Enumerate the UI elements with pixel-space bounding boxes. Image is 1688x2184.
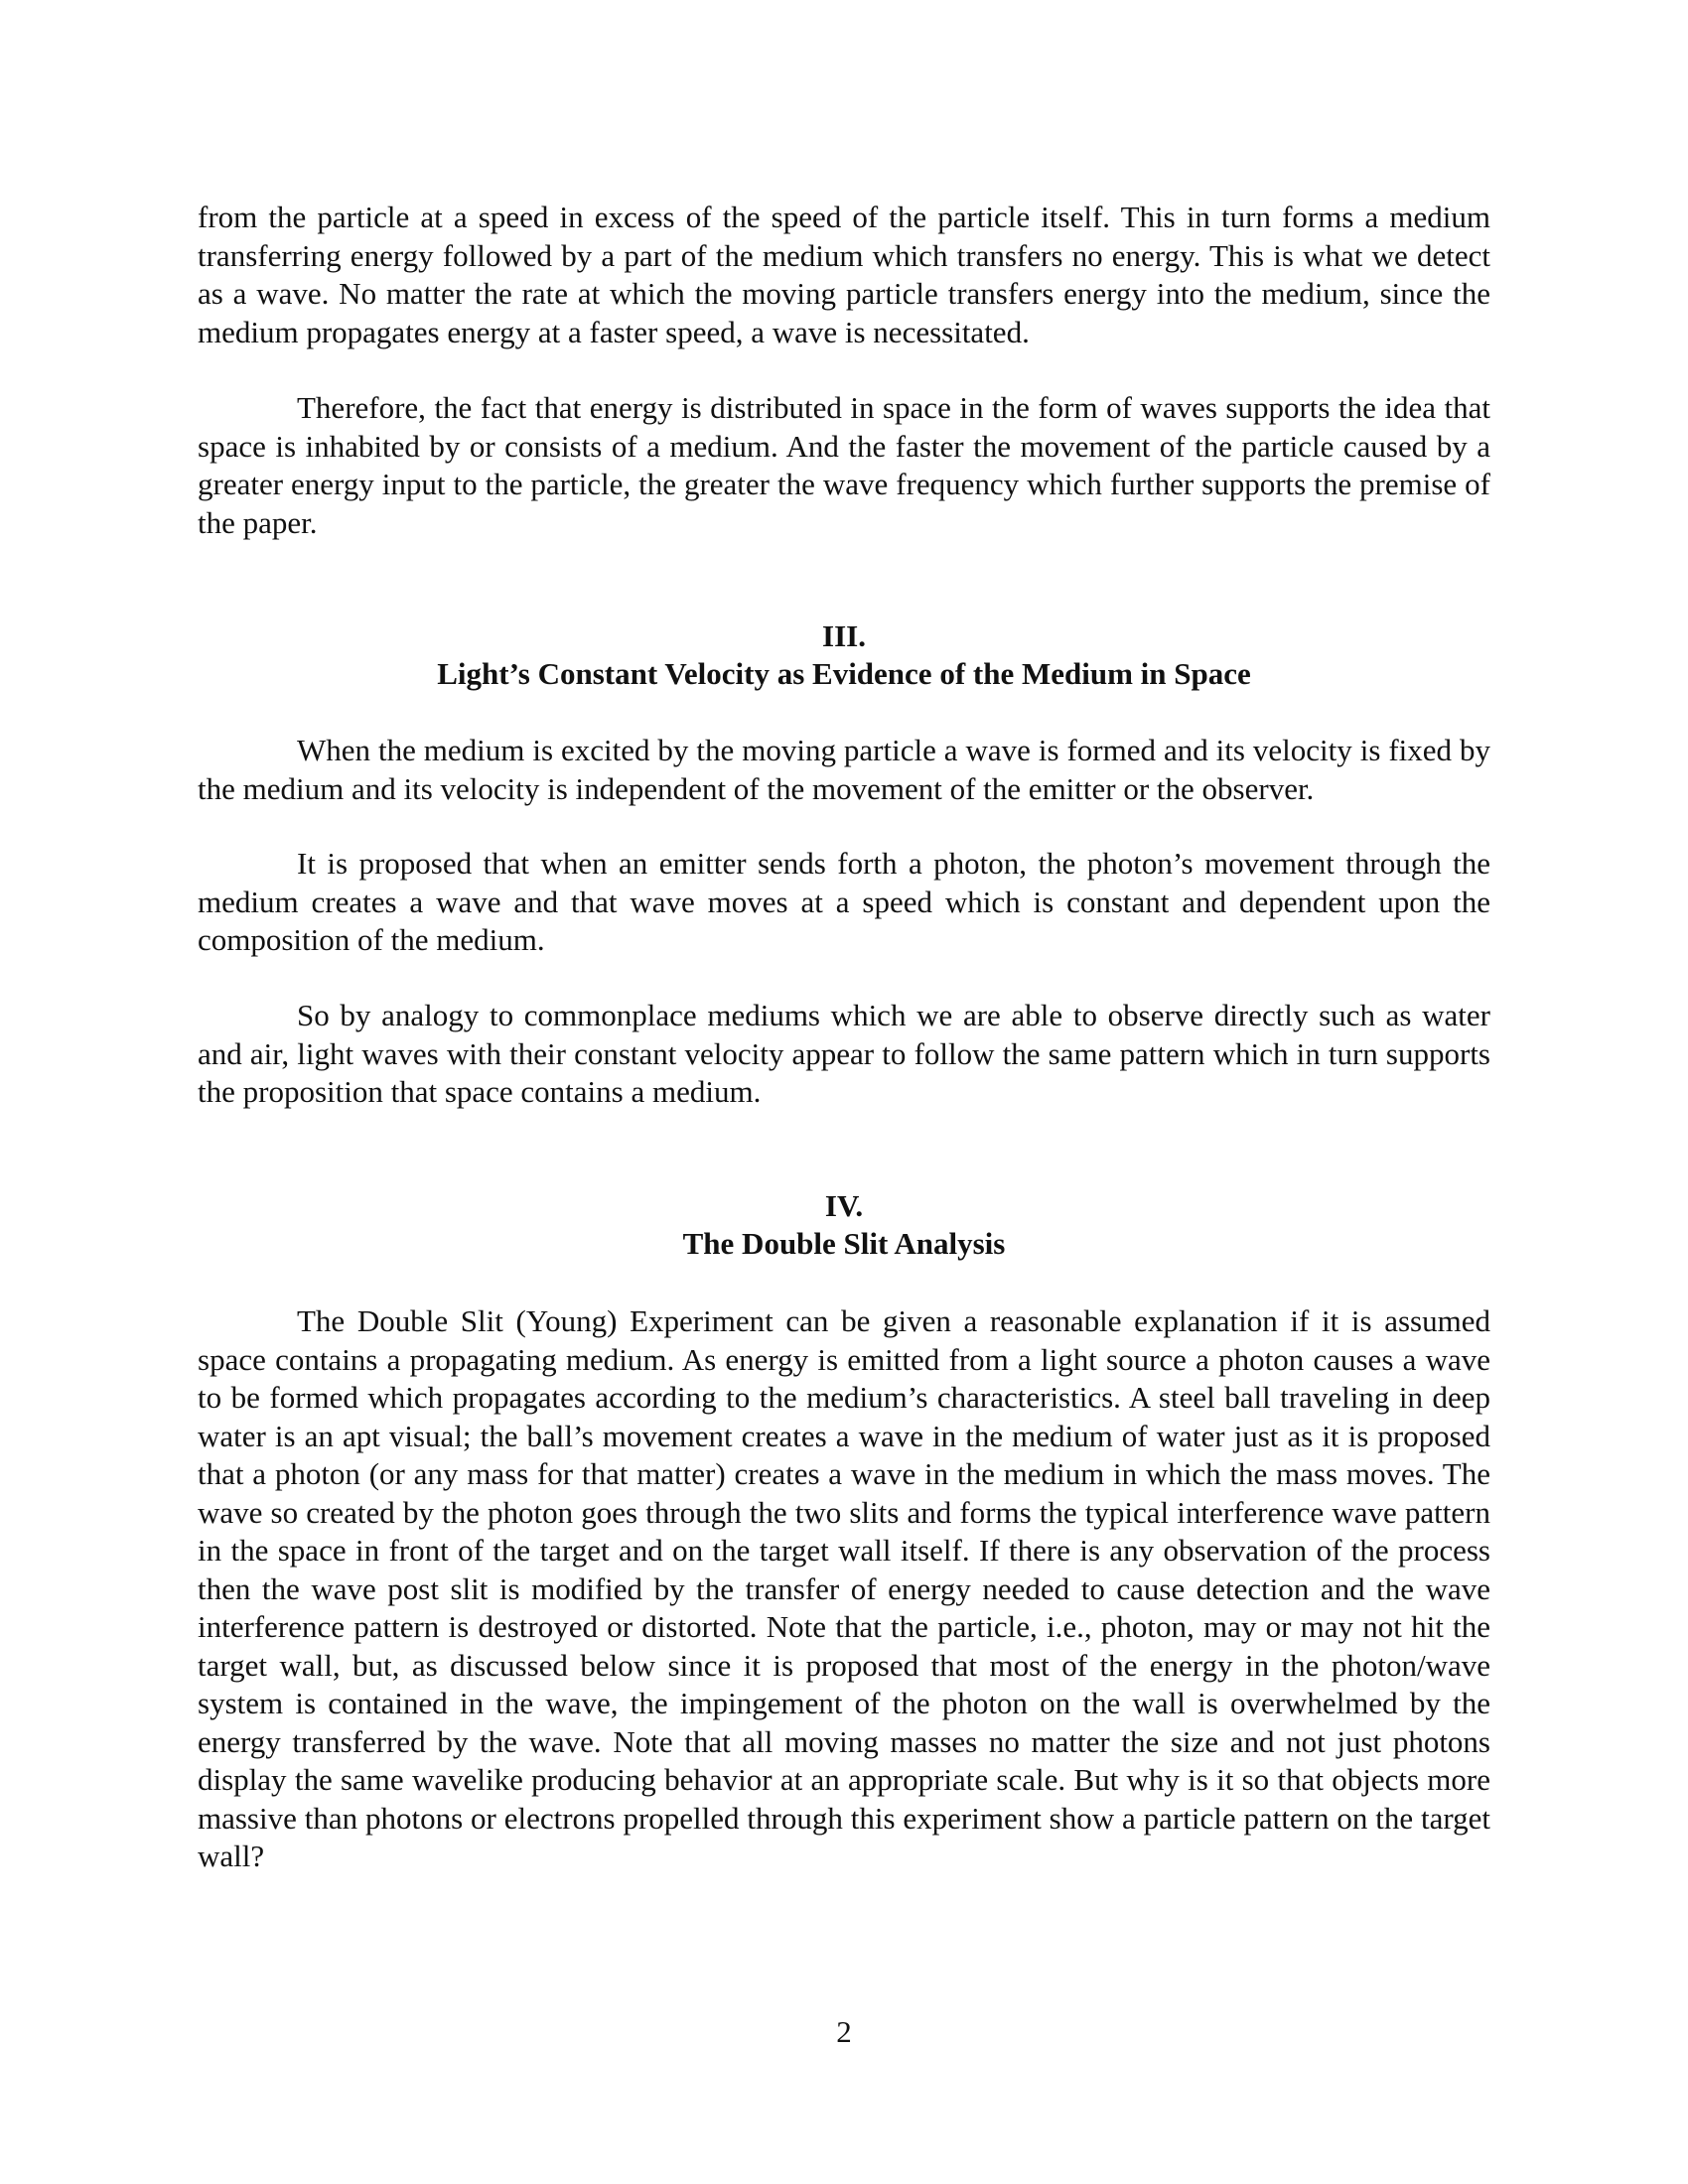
section-title-double-slit: The Double Slit Analysis (682, 1226, 1006, 1261)
paragraph-emitter-photon: It is proposed that when an emitter sends forth a photon, the photon’s movement through the medium creates a wave and that wave moves at a speed which is constant and dependent upon the composition of the medium. (198, 846, 1490, 957)
section-title-constant-velocity: Light’s Constant Velocity as Evidence of the Medium in Space (437, 656, 1251, 691)
page-number: 2 (836, 2014, 852, 2049)
section-numeral-iii: III. (822, 618, 866, 653)
paragraph-waves-support-medium: Therefore, the fact that energy is distributed in space in the form of waves supports the idea that space is inhabited by or consists of a medium. And the faster the movement of the particle caused by a greater energy input to the particle, the greater the wave frequency which further supports the premise of the paper. (198, 390, 1490, 540)
paragraph-analogy-mediums: So by analogy to commonplace mediums which we are able to observe directly such as water and air, light waves with their constant velocity appear to follow the same pattern which in turn supports the proposition that space contains a medium. (198, 998, 1490, 1109)
paragraph-double-slit-experiment: The Double Slit (Young) Experiment can be given a reasonable explanation if it is assumed space contains a propagating medium. As energy is emitted from a light source a photon causes a wave to be formed which propagates according to the medium’s characteristics. A steel ball traveling in deep water is an apt visual; the ball’s movement creates a wave in the medium of water just as it is proposed that a photon (or any mass for that matter) creates a wave in the medium in which the mass moves. The wave so created by the photon goes through the two slits and forms the typical interference wave pattern in the space in front of the target and on the target wall itself. If there is any observation of the process then the wave post slit is modified by the transfer of energy needed to cause detection and the wave interference pattern is destroyed or distorted. Note that the particle, i.e., photon, may or may not hit the target wall, but, as discussed below since it is proposed that most of the energy in the photon/wave system is contained in the wave, the impingement of the photon on the wall is overwhelmed by the energy transferred by the wave. Note that all moving masses no matter the size and not just photons display the same wavelike producing behavior at an appropriate scale. But why is it so that objects more massive than photons or electrons propelled through this experiment show a particle pattern on the target wall? (198, 1303, 1490, 1873)
paragraph-medium-excited: When the medium is excited by the moving particle a wave is formed and its velocity is fixed by the medium and its velocity is independent of the movement of the emitter or the observer. (198, 733, 1490, 806)
paragraph-continuation: from the particle at a speed in excess of the speed of the particle itself. This in turn forms a medium transferring energy followed by a part of the medium which transfers no energy. This is what we detect as a wave. No matter the rate at which the moving particle transfers energy into the medium, since the medium propagates energy at a faster speed, a wave is necessitated. (198, 200, 1490, 349)
section-numeral-iv: IV. (824, 1188, 864, 1223)
